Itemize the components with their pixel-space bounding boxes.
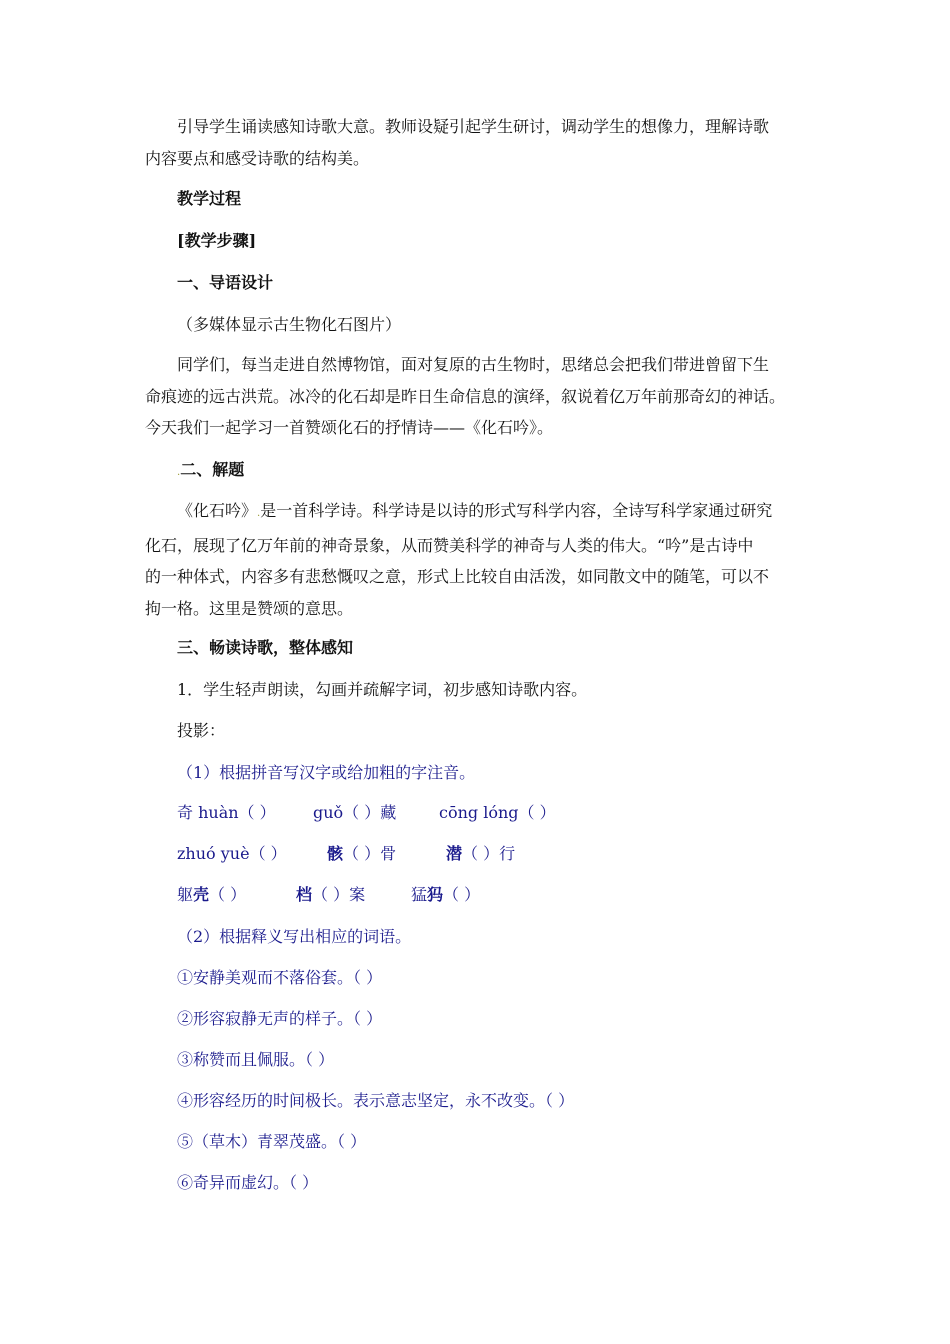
- definition-item-5: ⑤（草木）青翠茂盛。（ ）: [177, 1132, 367, 1151]
- pinyin-item: zhuó yuè（ ）: [177, 844, 287, 863]
- definition-item-2: ②形容寂静无声的样子。（ ）: [177, 1009, 383, 1028]
- char-item: 潜（ ）行: [446, 844, 516, 863]
- section-1-note: （多媒体显示古生物化石图片）: [177, 315, 402, 334]
- definition-item-4: ④形容经历的时间极长。表示意志坚定，永不改变。（ ）: [177, 1091, 575, 1110]
- char-item: 猛犸（ ）: [411, 885, 481, 904]
- char-item: 躯壳（ ）: [177, 885, 247, 904]
- exercise-2-prompt: （2）根据释义写出相应的词语。: [177, 927, 412, 946]
- intro-line-1: 引导学生诵读感知诗歌大意。教师设疑引起学生研讨，调动学生的想像力，理解诗歌: [177, 117, 770, 136]
- edit-mark: .: [257, 508, 261, 519]
- heading-teaching-process: 教学过程: [177, 189, 242, 208]
- char-item: 骸（ ）骨: [327, 844, 397, 863]
- heading-section-3: 三、畅读诗歌，整体感知: [177, 638, 354, 657]
- definition-item-6: ⑥奇异而虚幻。（ ）: [177, 1173, 319, 1192]
- definition-item-1: ①安静美观而不落俗套。（ ）: [177, 968, 383, 987]
- heading-teaching-steps: [教学步骤]: [177, 231, 257, 250]
- section-2-line-1: 《化石吟》.是一首科学诗。科学诗是以诗的形式写科学内容，全诗写科学家通过研究: [177, 501, 773, 520]
- char-item: 档（ ）案: [296, 885, 366, 904]
- section-1-paragraph: [145, 349, 810, 444]
- definition-item-3: ③称赞而且佩服。（ ）: [177, 1050, 335, 1069]
- projection-label: 投影：: [177, 721, 226, 740]
- intro-line-2: 内容要点和感受诗歌的结构美。: [145, 148, 370, 168]
- section-2-line-4: 拘一格。这里是赞颂的意思。: [145, 598, 354, 618]
- intro-paragraph: [145, 111, 810, 174]
- exercise-1-row-3: [145, 883, 842, 907]
- section-1-line-3: 今天我们一起学习一首赞颂化石的抒情诗——《化石吟》。: [145, 418, 554, 437]
- exercise-1-row-2: [145, 842, 842, 866]
- section-1-line-1: 同学们，每当走进自然博物馆，面对复原的古生物时，思绪总会把我们带进曾留下生: [177, 355, 770, 374]
- pinyin-item: cōng lóng（ ）: [439, 803, 556, 822]
- pinyin-item: guǒ（ ）藏: [313, 803, 397, 822]
- exercise-1-prompt: （1）根据拼音写汉字或给加粗的字注音。: [177, 763, 476, 782]
- section-3-item-1: 1．学生轻声朗读，勾画并疏解字词，初步感知诗歌内容。: [177, 680, 588, 699]
- section-2-line-2: 化石，展现了亿万年前的神奇景象，从而赞美科学的神奇与人类的伟大。“吟”是古诗中: [145, 535, 754, 555]
- exercise-1-row-1: [145, 801, 842, 825]
- edit-mark: .: [177, 467, 181, 478]
- section-1-line-2: 命痕迹的远古洪荒。冰冷的化石却是昨日生命信息的演绎，叙说着亿万年前那奇幻的神话。: [145, 386, 786, 406]
- heading-section-2: .二、解题: [177, 460, 245, 479]
- heading-section-1: 一、导语设计: [177, 273, 274, 292]
- pinyin-item: 奇 huàn（ ）: [177, 803, 276, 822]
- section-2-paragraph: [145, 495, 810, 624]
- section-2-line-3: 的一种体式，内容多有悲愁慨叹之意，形式上比较自由活泼，如同散文中的随笔，可以不: [145, 567, 770, 586]
